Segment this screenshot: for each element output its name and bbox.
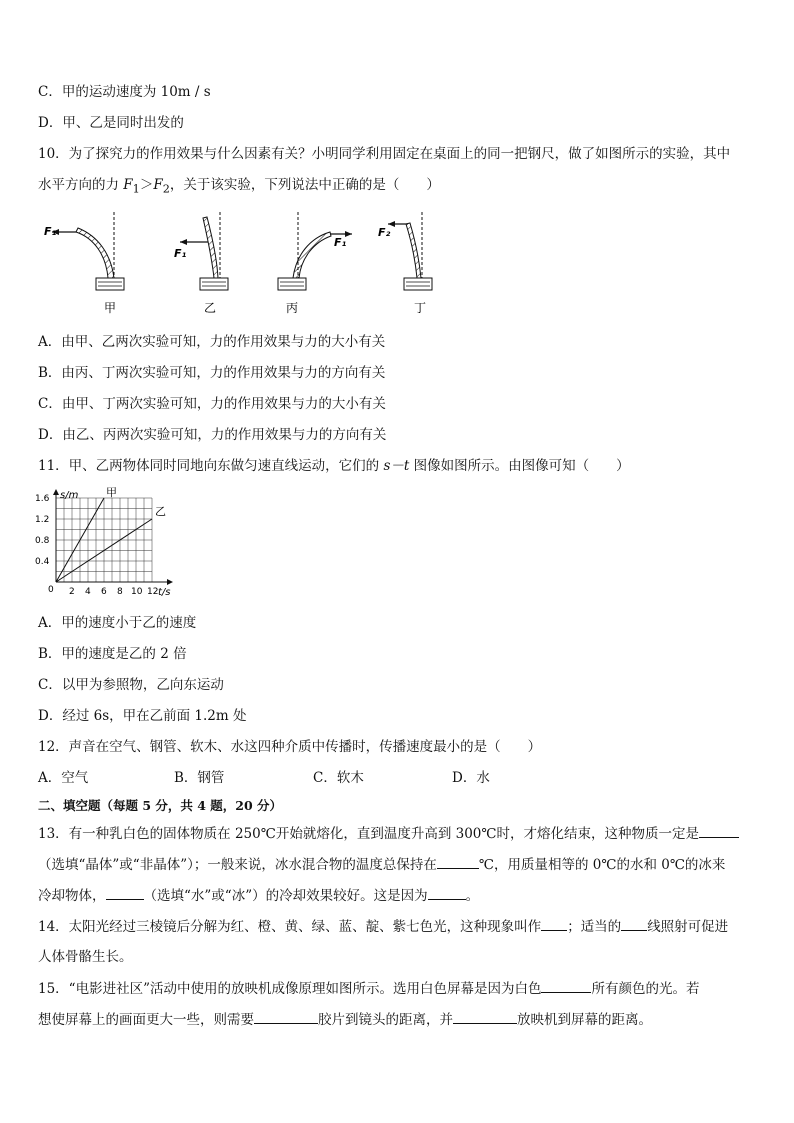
question-15-line2 [38,1010,652,1029]
option-10b: B．由丙、丁两次实验可知，力的作用效果与力的方向有关 [38,365,386,381]
question-12: 12．声音在空气、钢管、软木、水这四种介质中传播时，传播速度最小的是（ ） [38,739,542,755]
q13-blank-4[interactable] [428,886,466,900]
question-13-line1 [38,824,739,843]
q13-text-6: 。 [465,888,480,904]
fig10-label-ding: F₂ [378,226,391,239]
option-12c: C．软木 [313,770,364,786]
fig10-panel-ding [378,212,432,315]
x-tick-label: 10 [131,587,143,597]
option-9c: C．甲的运动速度为 10m / s [38,84,211,100]
question-11 [38,457,630,475]
q14-text: 14．太阳光经过三棱镜后分解为红、橙、黄、绿、蓝、靛、紫七色光，这种现象叫作 [38,919,542,935]
fig10-label-bing: F₁ [334,236,347,249]
q13-blank-1[interactable] [699,824,739,838]
option-10d: D．由乙、丙两次实验可知，力的作用效果与力的方向有关 [38,427,387,443]
fig10-caption-bing: 丙 [286,301,299,315]
option-12d: D．水 [452,770,490,786]
ruler-force-figure [38,210,458,322]
q15-text-2: 所有颜色的光。若 [591,981,700,997]
q10-text: 水平方向的力 [38,177,124,193]
question-13-line3 [38,886,479,905]
origin-label: 0 [48,585,54,595]
x-tick-label: 4 [85,587,91,597]
y-tick-label: 1.2 [35,515,50,525]
fig10-label-yi: F₁ [174,247,187,260]
fig10-panel-yi [174,212,228,315]
q11-st: s－t [383,458,410,474]
q15-text-4: 胶片到镜头的距离，并 [318,1012,453,1028]
q10-text-end: ，关于该实验，下列说法中正确的是（ ） [169,177,440,193]
fig10-panel-jia [44,212,124,315]
q11-text: 11．甲、乙两物体同时同地向东做匀速直线运动，它们的 [38,458,384,474]
q13-text-4: 冷却物体， [38,888,106,904]
fig10-caption-yi: 乙 [204,301,217,315]
x-tick-label: 6 [101,587,107,597]
fig10-panel-bing [278,212,352,315]
y-axis-label: s/m [60,490,79,501]
q13-blank-2[interactable] [437,855,479,869]
question-13-line2 [38,855,725,874]
q13-text-2: （选填“晶体”或“非晶体”）；一般来说，冰水混合物的温度总保持在 [38,857,437,873]
q14-text-3: 线照射可促进 [647,919,729,935]
q11-text-end: 图像如图所示。由图像可知（ ） [409,458,630,474]
q13-blank-3[interactable] [106,886,144,900]
q14-text-2: ；适当的 [567,919,622,935]
q10-f1: F [123,177,133,193]
option-12b: B．钢管 [174,770,225,786]
option-10a: A．由甲、乙两次实验可知，力的作用效果与力的大小有关 [38,334,386,350]
q15-blank-3[interactable] [453,1010,517,1024]
question-14-line2: 人体骨骼生长。 [38,949,133,965]
q15-text: 15．“电影进社区”活动中使用的放映机成像原理如图所示。选用白色屏幕是因为白色 [38,981,542,997]
x-axis-label: t/s [158,587,171,598]
q15-text-5: 放映机到屏幕的距离。 [517,1012,652,1028]
option-12a: A．空气 [38,770,89,786]
option-9d: D．甲、乙是同时出发的 [38,115,184,131]
y-tick-label: 1.6 [35,494,50,504]
q14-blank-2[interactable] [621,917,647,931]
x-tick-label: 8 [117,587,123,597]
option-10c: C．由甲、丁两次实验可知，力的作用效果与力的大小有关 [38,396,386,412]
fig10-caption-jia: 甲 [104,301,117,315]
q13-text-5: （选填“水”或“冰”）的冷却效果较好。这是因为 [143,888,428,904]
q15-blank-2[interactable] [254,1010,318,1024]
q15-text-3: 想使屏幕上的画面更大一些，则需要 [38,1012,254,1028]
q13-text-3: ℃，用质量相等的 0℃的水和 0℃的冰来 [478,857,726,873]
q10-f2: F [153,177,163,193]
st-chart [30,486,180,601]
question-15-line1 [38,979,699,998]
q15-blank-1[interactable] [541,979,591,993]
fig10-label-jia: F₁ [44,225,57,238]
option-11d: D．经过 6s，甲在乙前面 1.2m 处 [38,708,247,724]
series-label: 乙 [155,505,166,518]
q13-text: 13．有一种乳白色的固体物质在 250℃开始就熔化，直到温度升高到 300℃时，才熔化结束，这种物质一定是 [38,826,699,842]
x-tick-label: 12 [147,587,159,597]
options-12 [38,769,490,787]
question-14-line1 [38,917,728,936]
y-tick-label: 0.8 [35,536,50,546]
q10-gt: ＞ [139,177,154,193]
option-11c: C．以甲为参照物，乙向东运动 [38,677,224,693]
q14-blank-1[interactable] [541,917,567,931]
series-label: 甲 [106,486,117,499]
question-10-line2: 水平方向的力 $F_1>F_2$，关于该实验，下列说法中正确的是（ ） [38,177,440,196]
option-11a: A．甲的速度小于乙的速度 [38,615,197,631]
option-11b: B．甲的速度是乙的 2 倍 [38,646,187,662]
section-heading: 二、填空题（每题 5 分，共 4 题，20 分） [38,798,283,813]
fig10-caption-ding: 丁 [414,301,427,315]
question-10-line1: 10．为了探究力的作用效果与什么因素有关？小明同学利用固定在桌面上的同一把钢尺，做了如图所示的实验，其中 [38,146,731,162]
x-tick-label: 2 [69,587,75,597]
y-tick-label: 0.4 [35,557,50,567]
chart-grid [56,498,152,582]
